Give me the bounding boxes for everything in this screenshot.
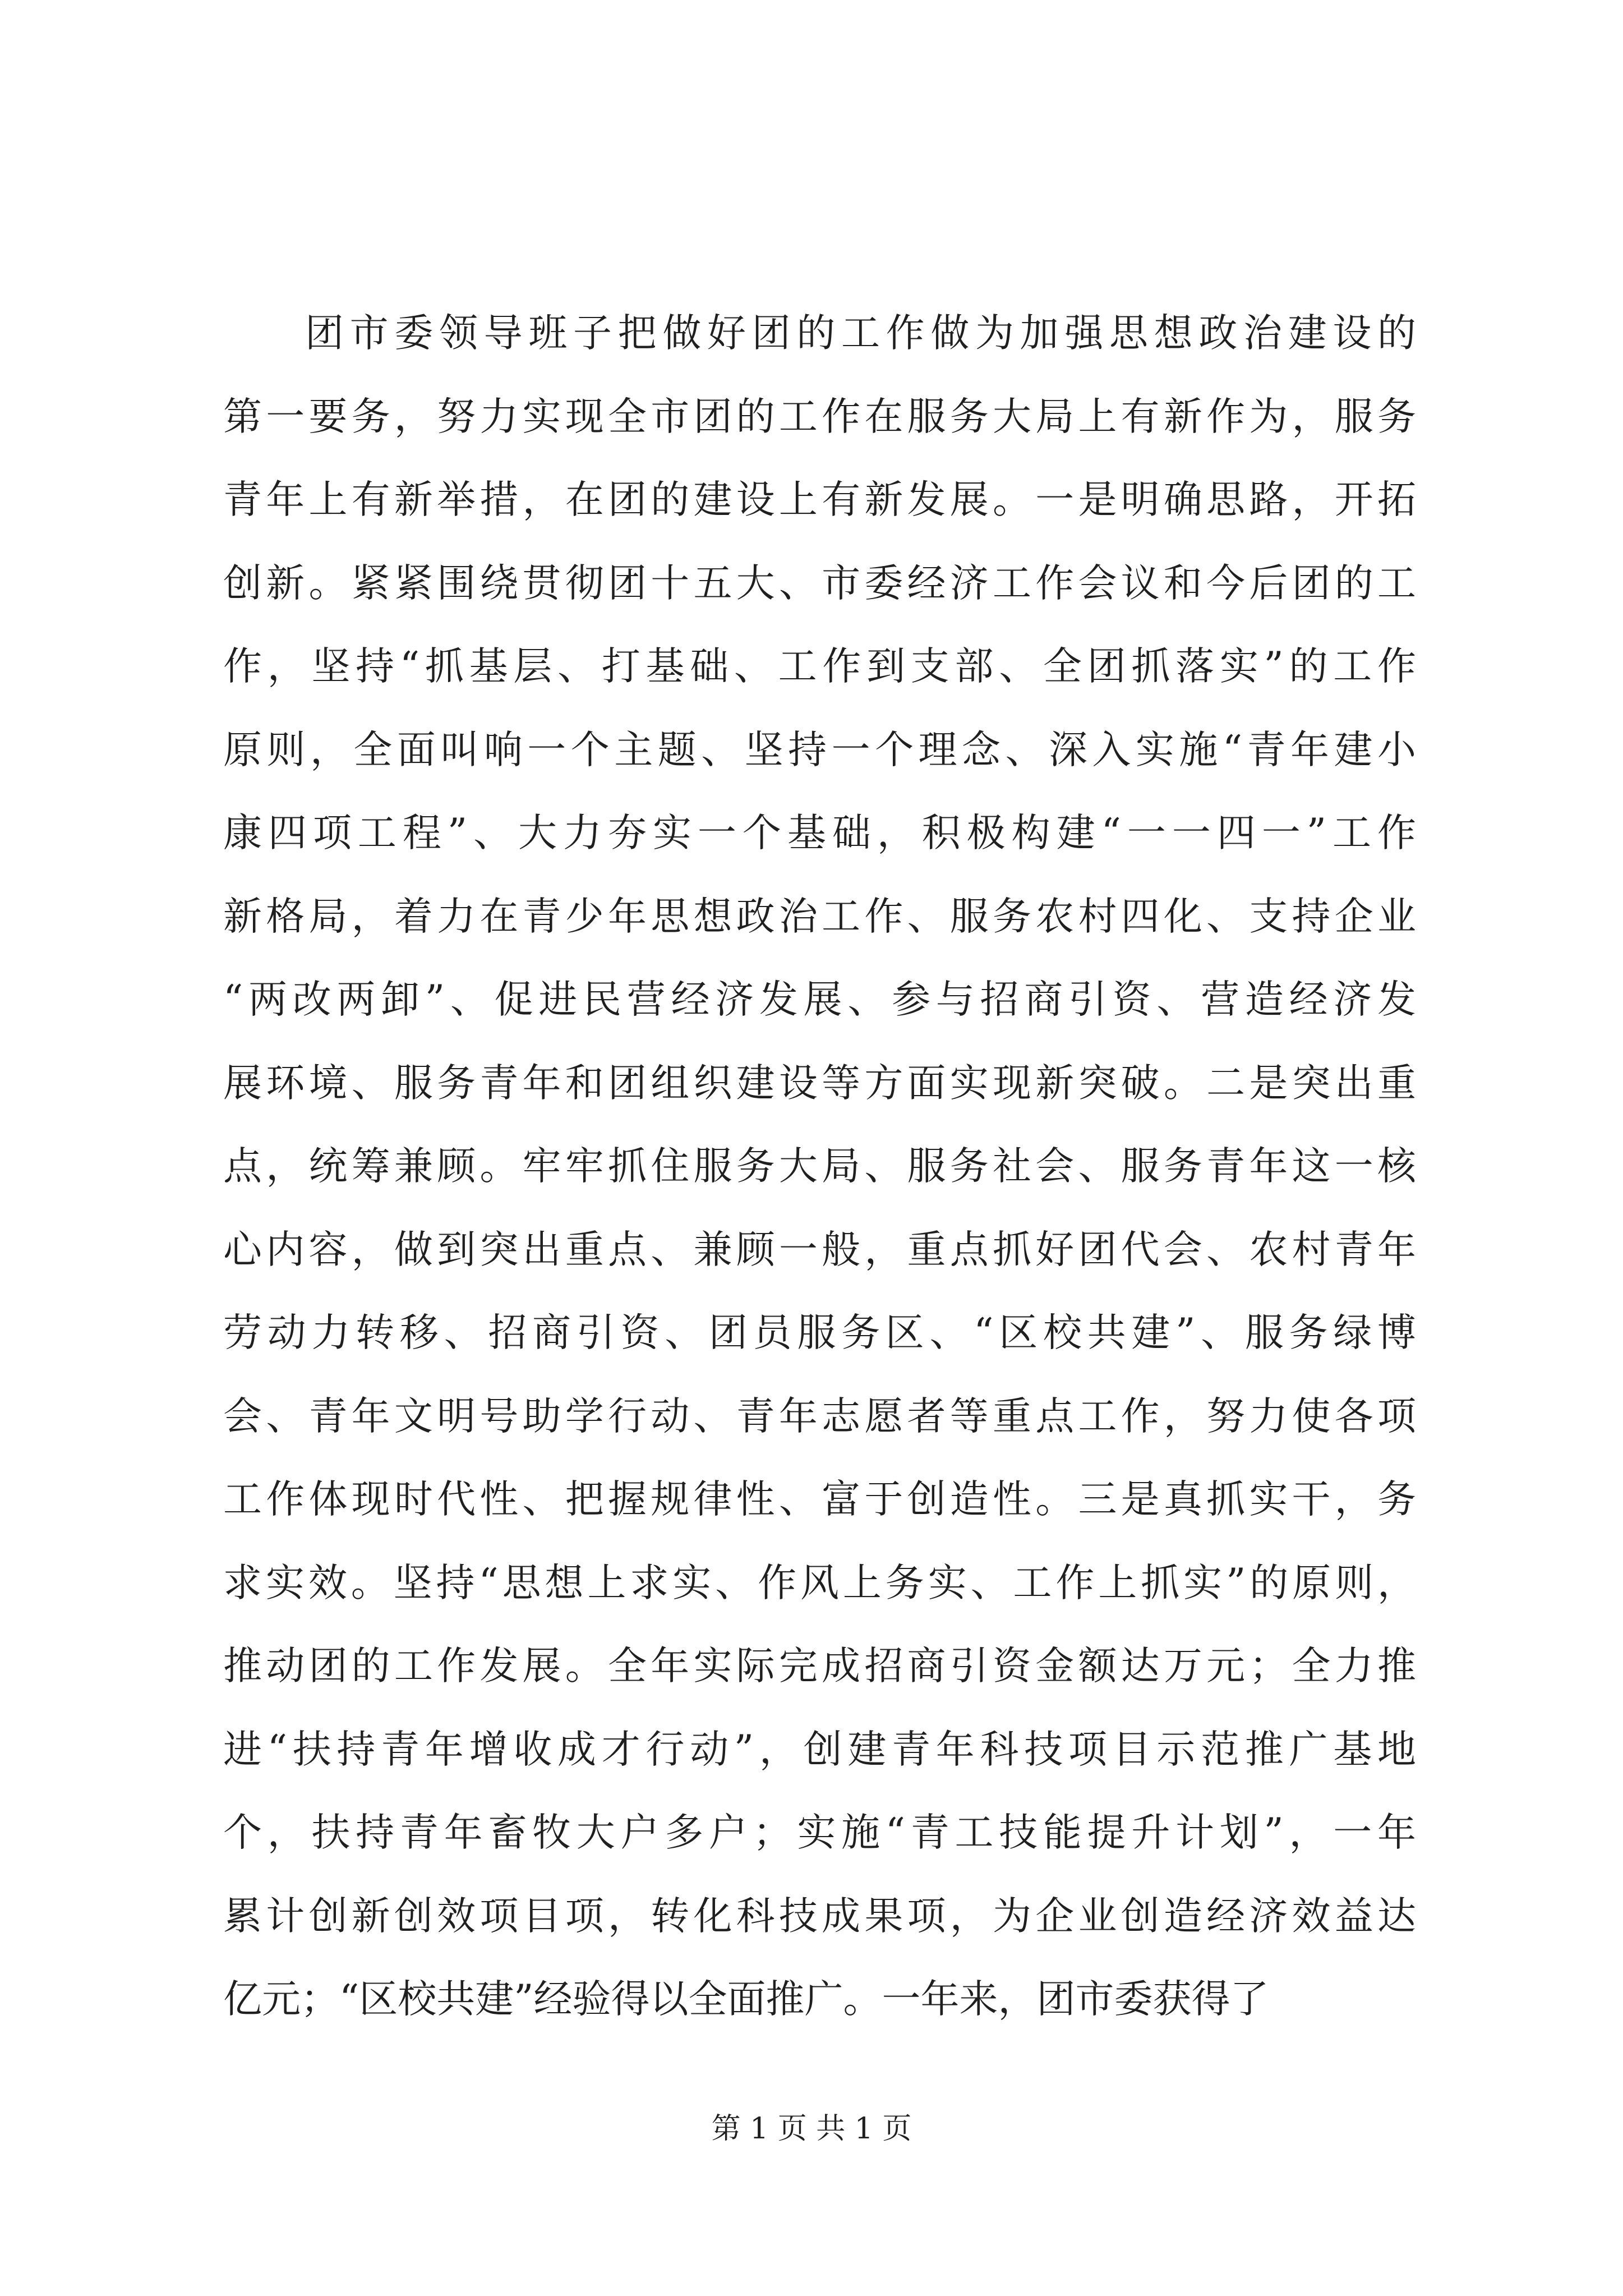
paragraph-line: 工作体现时代性、把握规律性、富于创造性。三是真抓实干，务 [223, 1477, 1416, 1522]
paragraph-line: 青年上有新举措，在团的建设上有新发展。一是明确思路，开拓 [223, 477, 1416, 522]
paragraph-line: 新格局，着力在青少年思想政治工作、服务农村四化、支持企业 [223, 894, 1416, 939]
paragraph-line: 亿元；“区校共建”经验得以全面推广。一年来，团市委获得了 [223, 1977, 1269, 2022]
paragraph-line: 累计创新创效项目项，转化科技成果项，为企业创造经济效益达 [223, 1893, 1416, 1939]
page-number-footer: 第 1 页 共 1 页 [711, 2112, 912, 2146]
paragraph-line: 会、青年文明号助学行动、青年志愿者等重点工作，努力使各项 [223, 1393, 1416, 1439]
paragraph-line: 劳动力转移、招商引资、团员服务区、“区校共建”、服务绿博 [223, 1310, 1416, 1355]
paragraph-line: 作，坚持“抓基层、打基础、工作到支部、全团抓落实”的工作 [223, 644, 1416, 689]
paragraph-line: 展环境、服务青年和团组织建设等方面实现新突破。二是突出重 [223, 1060, 1416, 1106]
paragraph-line: 第一要务，努力实现全市团的工作在服务大局上有新作为，服务 [223, 394, 1416, 439]
paragraph-line: 推动团的工作发展。全年实际完成招商引资金额达万元；全力推 [223, 1644, 1416, 1688]
paragraph-line: 求实效。坚持“思想上求实、作风上务实、工作上抓实”的原则， [223, 1560, 1416, 1605]
paragraph-line: 创新。紧紧围绕贯彻团十五大、市委经济工作会议和今后团的工 [223, 560, 1416, 606]
paragraph-line: “两改两卸”、促进民营经济发展、参与招商引资、营造经济发 [223, 977, 1416, 1022]
body-paragraph [223, 292, 1416, 2041]
paragraph-line: 心内容，做到突出重点、兼顾一般，重点抓好团代会、农村青年 [223, 1227, 1416, 1272]
paragraph-line: 原则，全面叫响一个主题、坚持一个理念、深入实施“青年建小 [223, 727, 1416, 772]
paragraph-line: 进“扶持青年增收成才行动”，创建青年科技项目示范推广基地 [223, 1727, 1416, 1772]
paragraph-line: 团市委领导班子把做好团的工作做为加强思想政治建设的 [305, 311, 1416, 356]
paragraph-line: 个，扶持青年畜牧大户多户；实施“青工技能提升计划”，一年 [223, 1810, 1416, 1855]
paragraph-line: 康四项工程”、大力夯实一个基础，积极构建“一一四一”工作 [223, 811, 1416, 855]
paragraph-line: 点，统筹兼顾。牢牢抓住服务大局、服务社会、服务青年这一核 [223, 1144, 1416, 1189]
